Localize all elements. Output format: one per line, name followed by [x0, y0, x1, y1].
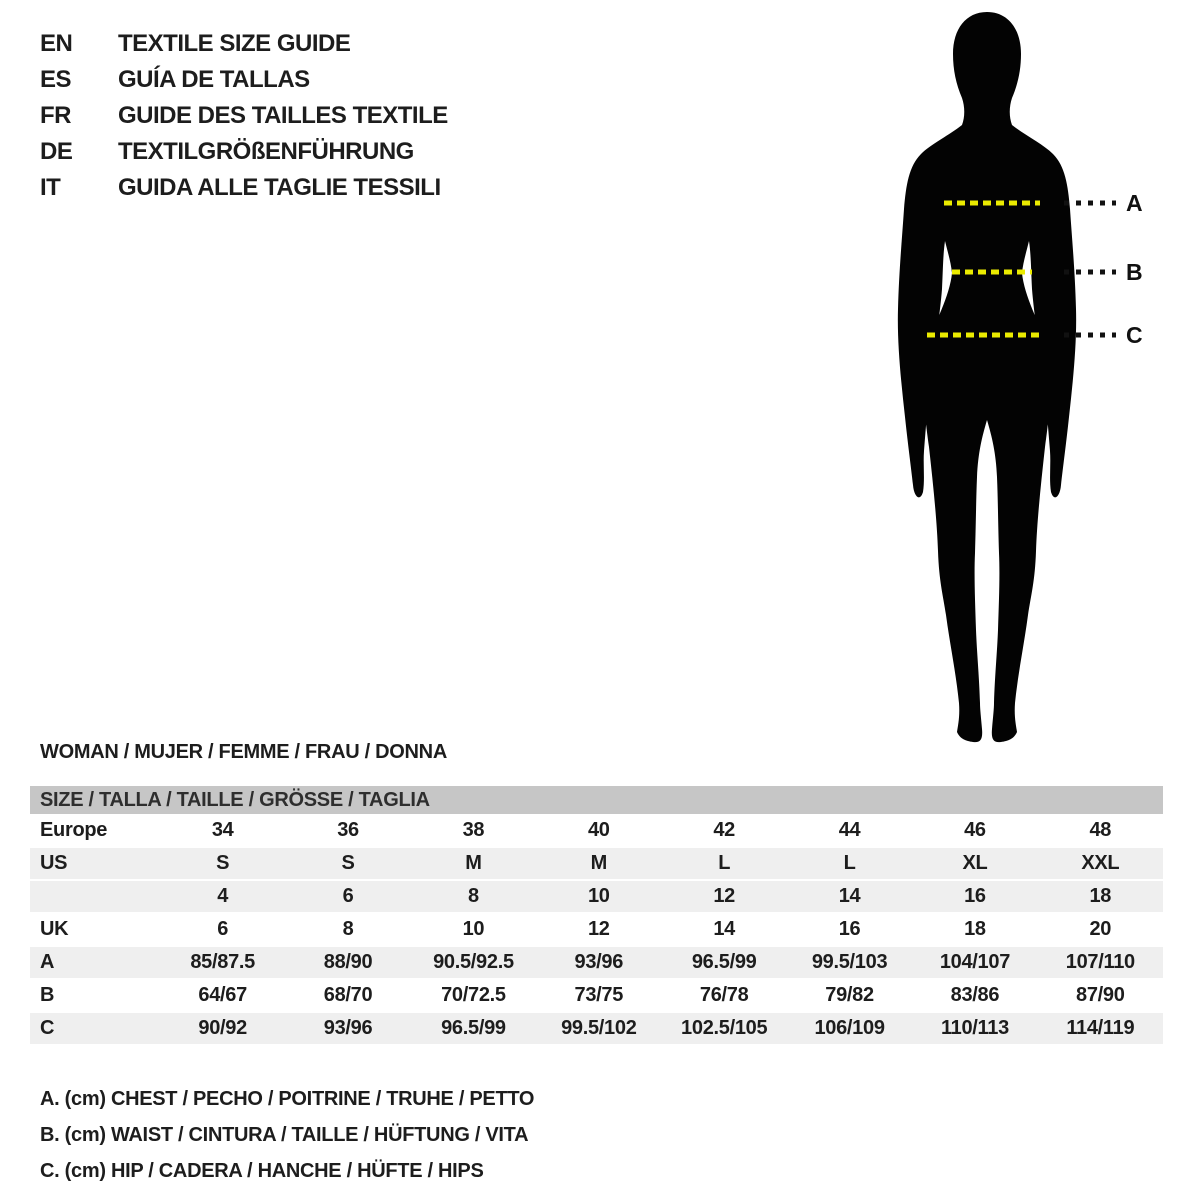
size-table-header: SIZE / TALLA / TAILLE / GRÖSSE / TAGLIA	[30, 786, 1163, 814]
table-cell: 107/110	[1065, 951, 1135, 973]
table-cell: 40	[587, 819, 610, 841]
table-cell: 8	[342, 918, 354, 940]
table-cell: 76/78	[699, 984, 749, 1006]
gender-line: WOMAN / MUJER / FEMME / FRAU / DONNA	[40, 741, 447, 763]
table-row	[30, 914, 1163, 945]
language-code: DE	[40, 138, 73, 165]
table-cell: 90/92	[198, 1017, 247, 1039]
table-cell: 99.5/103	[811, 951, 888, 973]
language-row	[40, 174, 448, 210]
table-cell: 83/86	[950, 984, 1000, 1006]
table-cell: 64/67	[198, 984, 247, 1006]
table-cell: 12	[587, 918, 610, 940]
table-row	[30, 881, 1163, 912]
table-cell: 70/72.5	[441, 984, 506, 1006]
table-cell: 110/113	[940, 1017, 1009, 1039]
table-cell: 10	[462, 918, 485, 940]
language-title: GUIDE DES TAILLES TEXTILE	[118, 102, 448, 129]
language-row	[40, 138, 448, 174]
table-cell: 106/109	[814, 1017, 885, 1039]
table-cell: 73/75	[574, 984, 624, 1006]
measure-label-a: A	[1126, 190, 1143, 216]
table-cell: 104/107	[939, 951, 1011, 973]
table-cell: 34	[211, 819, 234, 841]
table-row	[30, 947, 1163, 978]
table-cell: 93/96	[574, 951, 624, 973]
row-label: UK	[40, 918, 69, 940]
table-cell: 8	[468, 885, 479, 907]
table-cell: 18	[964, 918, 986, 940]
table-row	[30, 815, 1163, 846]
table-cell: 96.5/99	[691, 951, 757, 973]
row-label: C	[40, 1017, 55, 1039]
table-cell: 48	[1089, 819, 1112, 841]
table-cell: 16	[964, 885, 986, 907]
table-cell: 102.5/105	[681, 1017, 768, 1039]
table-cell: 38	[462, 819, 485, 841]
legend-line: A. (cm) CHEST / PECHO / POITRINE / TRUHE / PETTO	[40, 1088, 535, 1110]
table-cell: S	[216, 852, 230, 874]
language-row	[40, 102, 448, 138]
language-block	[40, 30, 448, 210]
woman-silhouette	[898, 12, 1076, 742]
row-label: A	[40, 951, 55, 973]
table-cell: L	[718, 852, 731, 874]
row-label: US	[40, 852, 68, 874]
table-cell: 87/90	[1076, 984, 1125, 1006]
table-cell: 88/90	[323, 951, 373, 973]
language-title: TEXTILGRÖßENFÜHRUNG	[118, 138, 414, 165]
language-code: FR	[40, 102, 71, 129]
language-code: ES	[40, 66, 72, 93]
size-table-body	[30, 815, 1163, 1044]
table-row	[30, 848, 1163, 879]
table-cell: 6	[217, 918, 229, 940]
table-cell: M	[590, 852, 607, 874]
table-cell: 4	[217, 885, 229, 907]
table-cell: 42	[713, 819, 736, 841]
table-cell: 36	[337, 819, 359, 841]
row-label: Europe	[40, 819, 108, 841]
legend-block	[40, 1088, 534, 1196]
table-cell: 6	[342, 885, 354, 907]
legend-line: C. (cm) HIP / CADERA / HANCHE / HÜFTE / HIPS	[40, 1160, 484, 1182]
language-code: IT	[40, 174, 61, 201]
language-title: GUIDA ALLE TAGLIE TESSILI	[118, 174, 441, 201]
table-cell: S	[341, 852, 355, 874]
table-cell: 16	[838, 918, 861, 940]
table-cell: 96.5/99	[441, 1017, 506, 1039]
table-cell: 93/96	[323, 1017, 373, 1039]
table-row	[30, 980, 1163, 1011]
table-cell: 18	[1089, 885, 1112, 907]
language-title: GUÍA DE TALLAS	[118, 66, 310, 93]
woman-silhouette-figure	[870, 5, 1200, 745]
table-cell: 46	[964, 819, 986, 841]
table-cell: XXL	[1081, 852, 1120, 874]
measure-label-b: B	[1126, 259, 1143, 285]
table-cell: XL	[962, 852, 988, 874]
table-cell: 68/70	[323, 984, 373, 1006]
table-cell: 10	[587, 885, 610, 907]
table-cell: 14	[838, 885, 861, 907]
table-cell: M	[465, 852, 482, 874]
size-table	[30, 786, 1163, 1044]
measure-label-c: C	[1126, 322, 1143, 348]
table-cell: 79/82	[825, 984, 874, 1006]
table-cell: 14	[713, 918, 736, 940]
table-cell: 85/87.5	[190, 951, 255, 973]
language-code: EN	[40, 30, 73, 57]
legend-line: B. (cm) WAIST / CINTURA / TAILLE / HÜFTUNG / VITA	[40, 1124, 529, 1146]
table-cell: 99.5/102	[561, 1017, 637, 1039]
table-cell: L	[843, 852, 856, 874]
table-cell: 20	[1089, 918, 1112, 940]
table-cell: 12	[713, 885, 736, 907]
language-row	[40, 30, 448, 66]
table-cell: 114/119	[1066, 1017, 1135, 1039]
language-title: TEXTILE SIZE GUIDE	[118, 30, 351, 57]
table-row	[30, 1013, 1163, 1044]
table-cell: 90.5/92.5	[433, 951, 514, 973]
language-row	[40, 66, 448, 102]
table-cell: 44	[838, 819, 861, 841]
row-label: B	[40, 984, 55, 1006]
